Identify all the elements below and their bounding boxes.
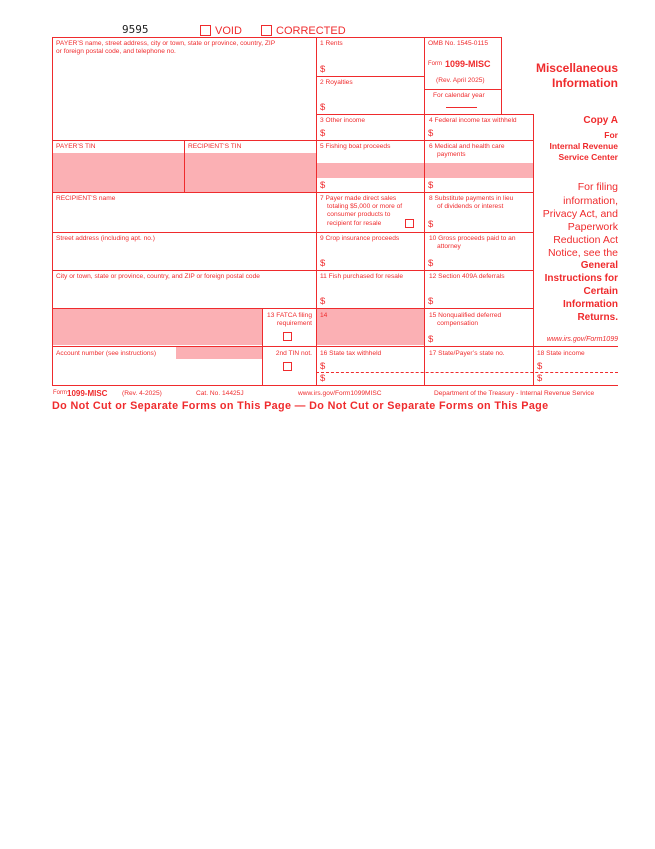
box15-label-2: compensation bbox=[437, 320, 479, 327]
box1-dollar: $ bbox=[320, 64, 326, 75]
void-checkbox[interactable] bbox=[200, 25, 211, 36]
recipient-name-field[interactable] bbox=[53, 204, 315, 231]
omb-number: OMB No. 1545-0115 bbox=[428, 40, 488, 47]
payer-info-field[interactable] bbox=[53, 58, 315, 139]
box6-field[interactable] bbox=[436, 178, 531, 191]
calendar-year-field[interactable] bbox=[446, 99, 477, 107]
second-tin-checkbox[interactable] bbox=[283, 362, 292, 371]
box4-dollar: $ bbox=[428, 128, 434, 139]
copy-b5: Returns. bbox=[577, 312, 618, 323]
box6-dollar: $ bbox=[428, 180, 434, 191]
box10-dollar: $ bbox=[428, 258, 434, 269]
second-tin-label: 2nd TIN not. bbox=[275, 350, 312, 357]
box1-label: 1 Rents bbox=[320, 40, 343, 47]
box9-field[interactable] bbox=[328, 256, 422, 269]
copy-url[interactable]: www.irs.gov/Form1099 bbox=[546, 336, 618, 343]
city-field[interactable] bbox=[53, 282, 315, 307]
box15-dollar: $ bbox=[428, 334, 434, 345]
box14-label: 14 bbox=[320, 312, 328, 319]
void-label: VOID bbox=[215, 25, 242, 37]
box7-label-3: consumer products to bbox=[327, 211, 391, 218]
box4-field[interactable] bbox=[436, 126, 531, 139]
box3-label: 3 Other income bbox=[320, 117, 366, 124]
box8-dollar: $ bbox=[428, 219, 434, 230]
box2-dollar: $ bbox=[320, 102, 326, 113]
copy-p6: Notice, see the bbox=[547, 247, 618, 259]
copy-irs: Internal Revenue bbox=[549, 141, 618, 151]
copy-p3: Privacy Act, and bbox=[542, 208, 618, 220]
recipient-name-label: RECIPIENT’S name bbox=[56, 195, 116, 202]
box5-field[interactable] bbox=[328, 178, 422, 191]
copy-b3: Certain bbox=[583, 286, 618, 297]
copy-p5: Reduction Act bbox=[553, 234, 618, 246]
box14-field[interactable] bbox=[317, 320, 423, 344]
box12-dollar: $ bbox=[428, 296, 434, 307]
box11-field[interactable] bbox=[328, 294, 422, 307]
box3-dollar: $ bbox=[320, 128, 326, 139]
form-name: 1099-MISC bbox=[445, 59, 491, 69]
city-label: City or town, state or province, country, and ZIP or foreign postal code bbox=[56, 273, 260, 280]
fatca-checkbox[interactable] bbox=[283, 332, 292, 341]
copy-service-center: Service Center bbox=[558, 152, 618, 162]
recipient-tin-field[interactable] bbox=[185, 153, 316, 192]
box6-label-2: payments bbox=[437, 151, 466, 158]
form-title-line2: Information bbox=[552, 76, 618, 90]
box17-field[interactable] bbox=[425, 359, 532, 384]
box2-field[interactable] bbox=[328, 100, 422, 113]
form-code: 9595 bbox=[122, 23, 149, 36]
copy-p1: For filing bbox=[577, 181, 618, 193]
box13-label-2: requirement bbox=[276, 320, 312, 327]
footer-url[interactable]: www.irs.gov/Form1099MISC bbox=[298, 390, 382, 397]
box8-label: 8 Substitute payments in lieu bbox=[429, 195, 514, 202]
corrected-checkbox[interactable] bbox=[261, 25, 272, 36]
copy-b1: General bbox=[580, 260, 618, 271]
form-revision: (Rev. April 2025) bbox=[436, 77, 485, 84]
account-field[interactable] bbox=[176, 346, 262, 359]
copy-for: For bbox=[604, 130, 618, 140]
box10-label: 10 Gross proceeds paid to an bbox=[429, 235, 516, 242]
form-prefix: Form bbox=[428, 61, 442, 67]
box18-label: 18 State income bbox=[537, 350, 585, 357]
box15-label: 15 Nonqualified deferred bbox=[429, 312, 502, 319]
box16-field[interactable] bbox=[328, 359, 422, 384]
box16-dollar: $ bbox=[320, 361, 326, 372]
box1-field[interactable] bbox=[328, 62, 422, 75]
street-label: Street address (including apt. no.) bbox=[56, 235, 155, 242]
box9-dollar: $ bbox=[320, 258, 326, 269]
box13-label: 13 FATCA filing bbox=[267, 312, 312, 319]
recipient-tin-label: RECIPIENT’S TIN bbox=[188, 143, 242, 150]
box7-label-4: recipient for resale bbox=[327, 220, 382, 227]
box15-field[interactable] bbox=[436, 332, 531, 345]
box16-dollar-2: $ bbox=[320, 373, 326, 384]
box7-label-2: totaling $5,000 or more of bbox=[327, 203, 403, 210]
box12-label: 12 Section 409A deferrals bbox=[429, 273, 505, 280]
payer-info-label: PAYER’S name, street address, city or town, state or province, country, ZIP bbox=[56, 40, 276, 47]
copy-b4: Information bbox=[563, 299, 618, 310]
box8-field[interactable] bbox=[436, 217, 531, 230]
payer-tin-label: PAYER’S TIN bbox=[56, 143, 96, 150]
box11-label: 11 Fish purchased for resale bbox=[320, 273, 404, 280]
footer-cat: Cat. No. 14425J bbox=[196, 390, 244, 397]
copy-p4: Paperwork bbox=[567, 221, 618, 233]
box16-label: 16 State tax withheld bbox=[320, 350, 382, 357]
box17-label: 17 State/Payer’s state no. bbox=[429, 350, 505, 357]
box5-label: 5 Fishing boat proceeds bbox=[320, 143, 391, 150]
box18-dollar-2: $ bbox=[537, 373, 543, 384]
box2-label: 2 Royalties bbox=[320, 79, 353, 86]
do-not-cut-warning: Do Not Cut or Separate Forms on This Page — Do Not Cut or Separate Forms on This Page bbox=[52, 400, 549, 412]
box4-label: 4 Federal income tax withheld bbox=[429, 117, 517, 124]
copy-p2: information, bbox=[563, 195, 618, 207]
calendar-year-label: For calendar year bbox=[433, 92, 485, 99]
box9-label: 9 Crop insurance proceeds bbox=[320, 235, 400, 242]
box12-field[interactable] bbox=[436, 294, 531, 307]
fatca-left-shade bbox=[53, 309, 262, 345]
footer-form-name: 1099-MISC bbox=[67, 389, 108, 398]
copy-b2: Instructions for bbox=[544, 273, 618, 284]
payer-info-label-2: or foreign postal code, and telephone no. bbox=[56, 48, 176, 55]
box7-checkbox[interactable] bbox=[405, 219, 414, 228]
box11-dollar: $ bbox=[320, 296, 326, 307]
form-title-line1: Miscellaneous bbox=[535, 61, 618, 75]
box6-label: 6 Medical and health care bbox=[429, 143, 505, 150]
box10-field[interactable] bbox=[436, 256, 531, 269]
corrected-label: CORRECTED bbox=[276, 25, 346, 37]
account-label: Account number (see instructions) bbox=[56, 350, 157, 357]
box8-label-2: of dividends or interest bbox=[437, 203, 504, 210]
copy-title: Copy A bbox=[583, 115, 618, 126]
box7-label: 7 Payer made direct sales bbox=[320, 195, 397, 202]
box18-dollar: $ bbox=[537, 361, 543, 372]
box5-dollar: $ bbox=[320, 180, 326, 191]
box10-label-2: attorney bbox=[437, 243, 461, 250]
box3-field[interactable] bbox=[328, 126, 422, 139]
footer-form-prefix: Form bbox=[53, 390, 67, 396]
payer-tin-field[interactable] bbox=[53, 153, 184, 192]
footer-revision: (Rev. 4-2025) bbox=[122, 390, 162, 397]
street-field[interactable] bbox=[53, 244, 315, 269]
box18-field[interactable] bbox=[545, 359, 617, 384]
footer-dept: Department of the Treasury - Internal Revenue Service bbox=[434, 390, 595, 397]
